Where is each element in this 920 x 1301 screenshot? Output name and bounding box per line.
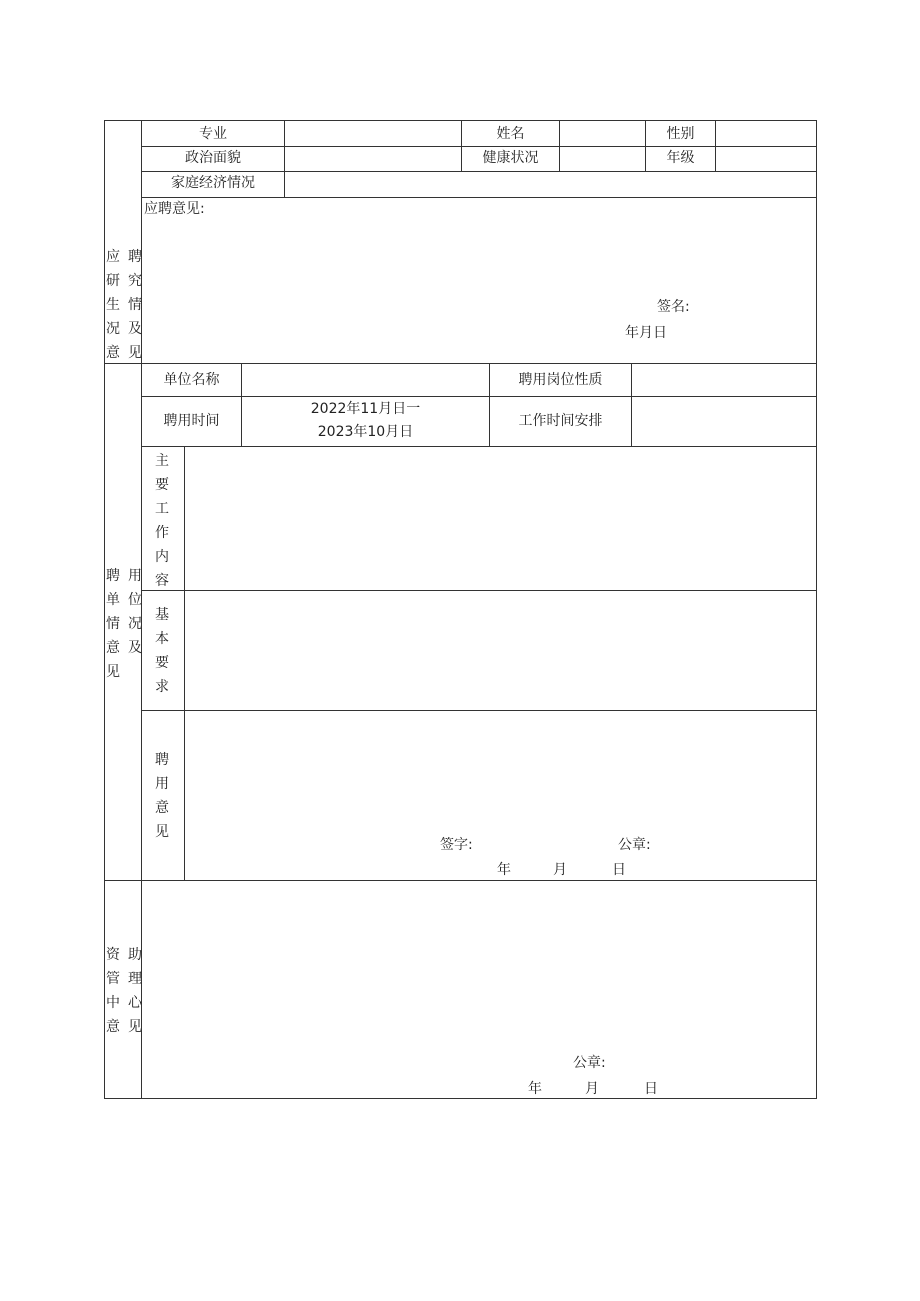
aid-center-year-label: 年 xyxy=(528,1081,542,1097)
period-label: 聘用时间 xyxy=(163,413,220,429)
post-nature-field[interactable] xyxy=(632,371,815,389)
aid-center-month-label: 月 xyxy=(585,1081,599,1097)
aid-center-day-label: 日 xyxy=(644,1081,658,1097)
aid-center-seal-label: 公章: xyxy=(573,1055,606,1071)
employer-year-label: 年 xyxy=(497,862,511,878)
political-status-field[interactable] xyxy=(285,149,460,167)
gender-field[interactable] xyxy=(716,125,815,143)
row-divider xyxy=(141,710,816,711)
grade-field[interactable] xyxy=(716,149,815,167)
period-value-line2: 2023年10月日 xyxy=(317,424,414,440)
grade-label: 年级 xyxy=(666,150,695,166)
unit-name-field[interactable] xyxy=(242,371,488,389)
row-divider xyxy=(141,197,816,198)
employer-sign-label: 签字: xyxy=(440,837,473,853)
health-label: 健康状况 xyxy=(482,150,539,166)
unit-name-label: 单位名称 xyxy=(163,372,220,388)
name-field[interactable] xyxy=(560,125,645,143)
basic-requirements-area[interactable] xyxy=(187,594,812,706)
main-work-label: 主 要 工 作 内 容 xyxy=(155,453,169,589)
col-divider xyxy=(184,446,185,881)
gender-label: 性别 xyxy=(666,126,695,142)
applicant-opinion-label: 应聘意见: xyxy=(144,201,205,217)
row-divider xyxy=(141,590,816,591)
employer-month-label: 月 xyxy=(553,862,567,878)
hire-opinion-area[interactable] xyxy=(187,715,812,825)
work-schedule-label: 工作时间安排 xyxy=(518,413,603,429)
major-field[interactable] xyxy=(285,125,460,143)
work-schedule-field[interactable] xyxy=(632,412,815,430)
section-divider xyxy=(105,880,816,881)
political-status-label: 政治面貌 xyxy=(185,150,241,166)
applicant-date-label: 年月日 xyxy=(625,325,667,341)
basic-requirements-label: 基 本 要 求 xyxy=(155,607,169,695)
period-value-line1: 2022年11月日一 xyxy=(310,401,421,417)
section-aid-center-label: 资 助 管 理 中 心 意见 xyxy=(106,947,142,1035)
family-economic-label: 家庭经济情况 xyxy=(171,175,255,191)
major-label: 专业 xyxy=(199,126,227,142)
employer-seal-label: 公章: xyxy=(618,837,651,853)
aid-center-opinion-area[interactable] xyxy=(145,886,810,1046)
family-economic-field[interactable] xyxy=(285,174,815,192)
health-field[interactable] xyxy=(560,149,645,167)
main-work-area[interactable] xyxy=(187,451,812,586)
employer-day-label: 日 xyxy=(612,862,626,878)
hire-opinion-label: 聘 用 意 见 xyxy=(155,752,169,840)
row-divider xyxy=(141,396,816,397)
applicant-signature-label: 签名: xyxy=(657,299,690,315)
applicant-opinion-area[interactable] xyxy=(144,221,804,291)
row-divider xyxy=(141,446,816,447)
post-nature-label: 聘用岗位性质 xyxy=(518,372,603,388)
section-employer-label: 聘 用 单 位 情 况 意 及 见 xyxy=(106,568,142,680)
name-label: 姓名 xyxy=(496,126,525,142)
section-divider xyxy=(105,363,816,364)
application-form xyxy=(104,120,817,1099)
section-applicant-label: 应 聘 研 究 生 情 况 及 意见 xyxy=(106,249,142,361)
